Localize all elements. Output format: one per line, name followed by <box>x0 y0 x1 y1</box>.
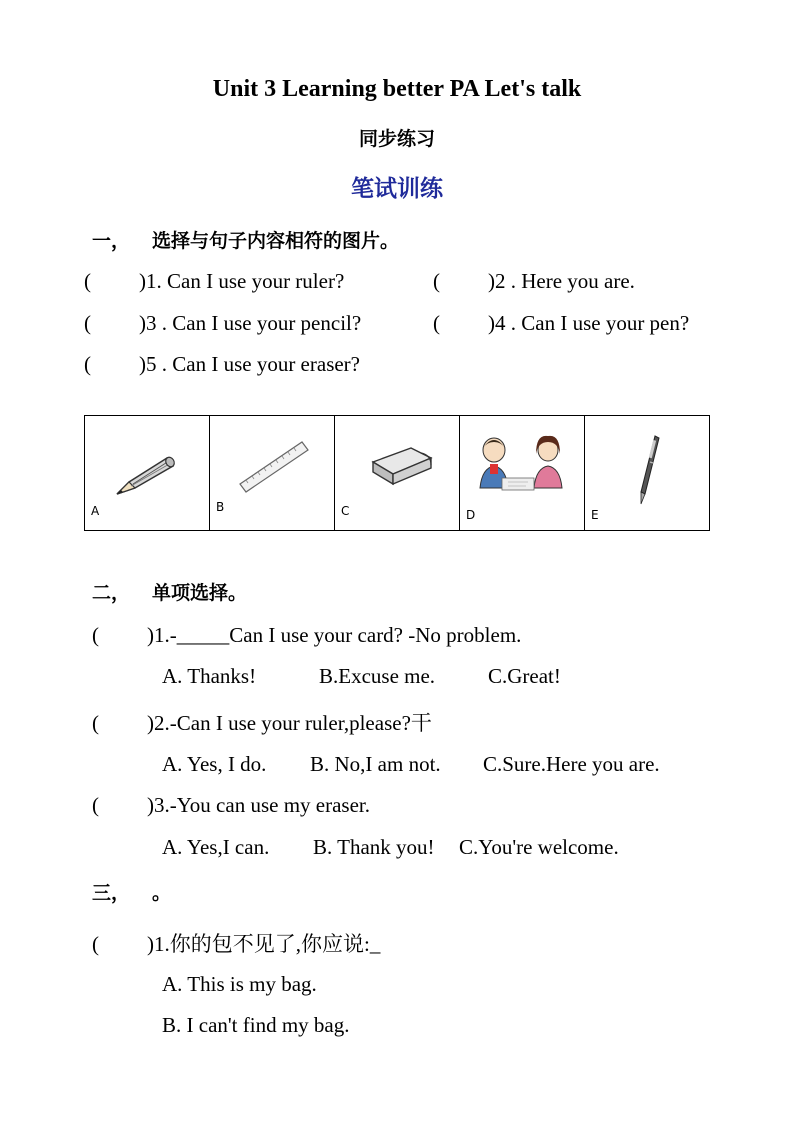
answer-paren-close: ) <box>139 311 146 335</box>
part3-question-1 <box>92 928 380 958</box>
page-subtitle: 同步练习 <box>358 128 435 150</box>
part2-instruction: 单项选择。 <box>152 582 248 604</box>
question-text: 2 . Here you are. <box>495 269 635 293</box>
part2-heading <box>92 578 247 605</box>
picture-label: C <box>341 504 350 518</box>
part2-q2-option-a: A. Yes, I do. <box>162 752 267 776</box>
answer-paren-open: ( <box>433 269 440 293</box>
picture-label: E <box>591 508 599 522</box>
picture-cell-a <box>85 416 210 531</box>
part1-item-4 <box>433 311 689 336</box>
pen-icon <box>629 432 669 508</box>
part1-number: 一， <box>92 230 131 252</box>
part2-question-3 <box>92 793 370 818</box>
part2-q2-option-c: C.Sure.Here you are. <box>483 752 660 776</box>
part3-q1-option-b: B. I can't find my bag. <box>162 1013 350 1037</box>
answer-paren-open: ( <box>92 711 99 735</box>
part1-item-5 <box>84 352 360 377</box>
answer-paren-open: ( <box>433 311 440 335</box>
question-text: 1. Can I use your ruler? <box>146 269 345 293</box>
picture-label: D <box>466 508 476 522</box>
answer-paren-open: ( <box>92 932 99 956</box>
answer-paren-close: ) <box>139 352 146 376</box>
part2-q3-option-c: C.You're welcome. <box>459 835 619 859</box>
question-text: 1.-_____Can I use your card? -No problem. <box>154 623 522 647</box>
answer-paren-open: ( <box>84 269 91 293</box>
answer-paren-open: ( <box>84 352 91 376</box>
part3-q1-option-a: A. This is my bag. <box>162 972 317 996</box>
answer-paren-close: ) <box>147 793 154 817</box>
eraser-icon <box>365 440 445 490</box>
answer-paren-close: ) <box>139 269 146 293</box>
part2-number: 二， <box>92 582 131 604</box>
part2-q1-option-a: A. Thanks! <box>162 664 257 688</box>
section-heading: 笔试训练 <box>351 176 443 202</box>
question-text: 1.你的包不见了,你应说:_ <box>154 932 381 956</box>
part2-q1-option-b: B.Excuse me. <box>319 664 436 688</box>
pencil-icon <box>107 446 187 506</box>
picture-cell-d <box>460 416 585 531</box>
part3-instruction: 。 <box>152 882 172 904</box>
part2-q1-option-c: C.Great! <box>488 664 561 688</box>
part1-item-2 <box>433 269 635 294</box>
question-text: 2.-Can I use your ruler,please?干 <box>154 711 432 735</box>
question-text: 4 . Can I use your pen? <box>495 311 690 335</box>
picture-cell-b <box>210 416 335 531</box>
answer-paren-open: ( <box>92 623 99 647</box>
page-title: Unit 3 Learning better PA Let's talk <box>212 76 582 102</box>
part1-item-3 <box>84 311 361 336</box>
children-icon <box>468 432 578 498</box>
answer-paren-close: ) <box>488 311 495 335</box>
part3-heading <box>92 878 171 905</box>
part1-item-1 <box>84 269 344 294</box>
question-text: 3 . Can I use your pencil? <box>146 311 362 335</box>
picture-label: B <box>216 500 225 514</box>
picture-cell-c <box>335 416 460 531</box>
part1-heading <box>92 226 399 253</box>
part2-question-1 <box>92 623 521 648</box>
part1-instruction: 选择与句子内容相符的图片。 <box>152 230 400 252</box>
question-text: 5 . Can I use your eraser? <box>146 352 360 376</box>
answer-paren-open: ( <box>92 793 99 817</box>
answer-paren-close: ) <box>147 623 154 647</box>
picture-cell-e <box>585 416 710 531</box>
part3-number: 三， <box>92 882 131 904</box>
part2-q2-option-b: B. No,I am not. <box>310 752 441 776</box>
part2-question-2 <box>92 707 432 737</box>
picture-label: A <box>91 504 100 518</box>
part2-q3-option-b: B. Thank you! <box>313 835 435 859</box>
answer-paren-close: ) <box>488 269 495 293</box>
ruler-icon <box>234 434 314 504</box>
answer-paren-open: ( <box>84 311 91 335</box>
answer-paren-close: ) <box>147 711 154 735</box>
part2-q3-option-a: A. Yes,I can. <box>162 835 270 859</box>
question-text: 3.-You can use my eraser. <box>154 793 370 817</box>
answer-paren-close: ) <box>147 932 154 956</box>
picture-table <box>84 415 710 531</box>
